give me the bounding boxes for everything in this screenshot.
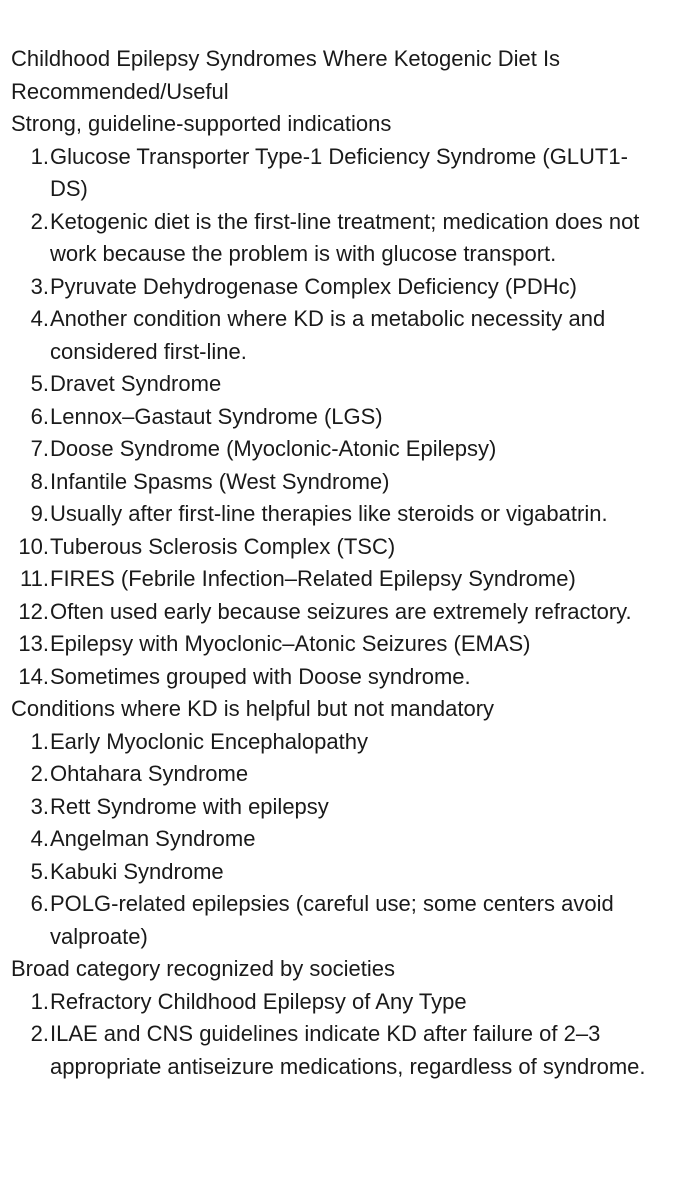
list-number: 4. <box>30 826 49 851</box>
list-item <box>11 498 665 531</box>
list-item <box>11 433 665 466</box>
list-item-text: Pyruvate Dehydrogenase Complex Deficiency (PDHc) <box>50 273 577 299</box>
list-item-text: Sometimes grouped with Doose syndrome. <box>50 663 471 689</box>
list-item <box>11 596 665 629</box>
list-number: 1. <box>30 728 49 754</box>
list-item-text: Ohtahara Syndrome <box>50 761 249 786</box>
list-item-text: ILAE and CNS guidelines indicate KD after failure of 2–3 appropriate antiseizure medications, regardless of syndrome. <box>50 1021 646 1079</box>
list-number: 12. <box>18 598 49 624</box>
list-number: 9. <box>30 501 49 526</box>
list-item-text: Another condition where KD is a metabolic necessity and considered first-line. <box>50 306 606 364</box>
list-item <box>11 628 665 661</box>
section-heading: Conditions where KD is helpful but not mandatory <box>11 696 495 721</box>
list-item-text: Angelman Syndrome <box>50 826 256 851</box>
list-number: 14. <box>18 663 49 689</box>
list-item <box>11 986 665 1019</box>
list-number: 1. <box>30 143 49 169</box>
list-item <box>11 888 665 953</box>
list-number: 2. <box>30 208 49 234</box>
list-item <box>11 563 665 596</box>
list-number: 2. <box>30 1021 49 1046</box>
section-strong-indications <box>11 108 665 693</box>
list-item-text: Infantile Spasms (West Syndrome) <box>50 468 390 494</box>
list-item <box>11 856 665 889</box>
document-title: Childhood Epilepsy Syndromes Where Ketogenic Diet Is Recommended/Useful <box>11 46 561 104</box>
section-heading: Broad category recognized by societies <box>11 956 395 981</box>
list-item-text: Ketogenic diet is the first-line treatment; medication does not work because the problem is with glucose transport. <box>50 208 640 266</box>
list-item-text: Glucose Transporter Type-1 Deficiency Syndrome (GLUT1-DS) <box>50 143 628 201</box>
list-item <box>11 726 665 759</box>
list-item <box>11 661 665 694</box>
list-item-text: Rett Syndrome with epilepsy <box>50 793 329 819</box>
list-number: 5. <box>30 858 49 884</box>
list-number: 6. <box>30 403 49 429</box>
list-number: 7. <box>30 436 49 461</box>
section-helpful-conditions <box>11 693 665 953</box>
list-number: 11. <box>20 566 49 591</box>
list-item-text: Refractory Childhood Epilepsy of Any Type <box>50 988 467 1014</box>
list-item-text: Dravet Syndrome <box>50 371 222 396</box>
list-item-text: Often used early because seizures are extremely refractory. <box>50 598 632 624</box>
list-item <box>11 141 665 206</box>
list-number: 4. <box>30 306 49 331</box>
list-item-text: Lennox–Gastaut Syndrome (LGS) <box>50 403 383 429</box>
list-number: 3. <box>30 273 49 299</box>
list-item <box>11 531 665 564</box>
list-item-text: Kabuki Syndrome <box>50 858 224 884</box>
list-item <box>11 1018 665 1083</box>
list-item <box>11 758 665 791</box>
list-item <box>11 368 665 401</box>
list-item <box>11 303 665 368</box>
list-number: 13. <box>18 631 49 656</box>
list-item-text: FIRES (Febrile Infection–Related Epilepsy Syndrome) <box>50 566 576 591</box>
list-item <box>11 791 665 824</box>
section-heading: Strong, guideline-supported indications <box>11 111 392 136</box>
list-item-text: Tuberous Sclerosis Complex (TSC) <box>50 533 396 559</box>
list-item-text: POLG-related epilepsies (careful use; some centers avoid valproate) <box>50 891 614 949</box>
numbered-list <box>11 726 665 954</box>
list-item-text: Epilepsy with Myoclonic–Atonic Seizures (EMAS) <box>50 631 531 656</box>
list-item-text: Usually after first-line therapies like steroids or vigabatrin. <box>50 501 608 526</box>
list-number: 8. <box>30 468 49 494</box>
list-item <box>11 466 665 499</box>
numbered-list <box>11 141 665 694</box>
list-item <box>11 823 665 856</box>
list-number: 6. <box>30 891 49 916</box>
list-item-text: Doose Syndrome (Myoclonic-Atonic Epilepsy) <box>50 436 497 461</box>
list-item <box>11 206 665 271</box>
list-number: 1. <box>30 988 49 1014</box>
list-number: 2. <box>30 761 49 786</box>
list-number: 3. <box>30 793 49 819</box>
section-broad-category <box>11 953 665 1083</box>
list-number: 10. <box>18 533 49 559</box>
list-item <box>11 271 665 304</box>
list-number: 5. <box>30 371 49 396</box>
list-item <box>11 401 665 434</box>
numbered-list <box>11 986 665 1084</box>
list-item-text: Early Myoclonic Encephalopathy <box>50 728 368 754</box>
